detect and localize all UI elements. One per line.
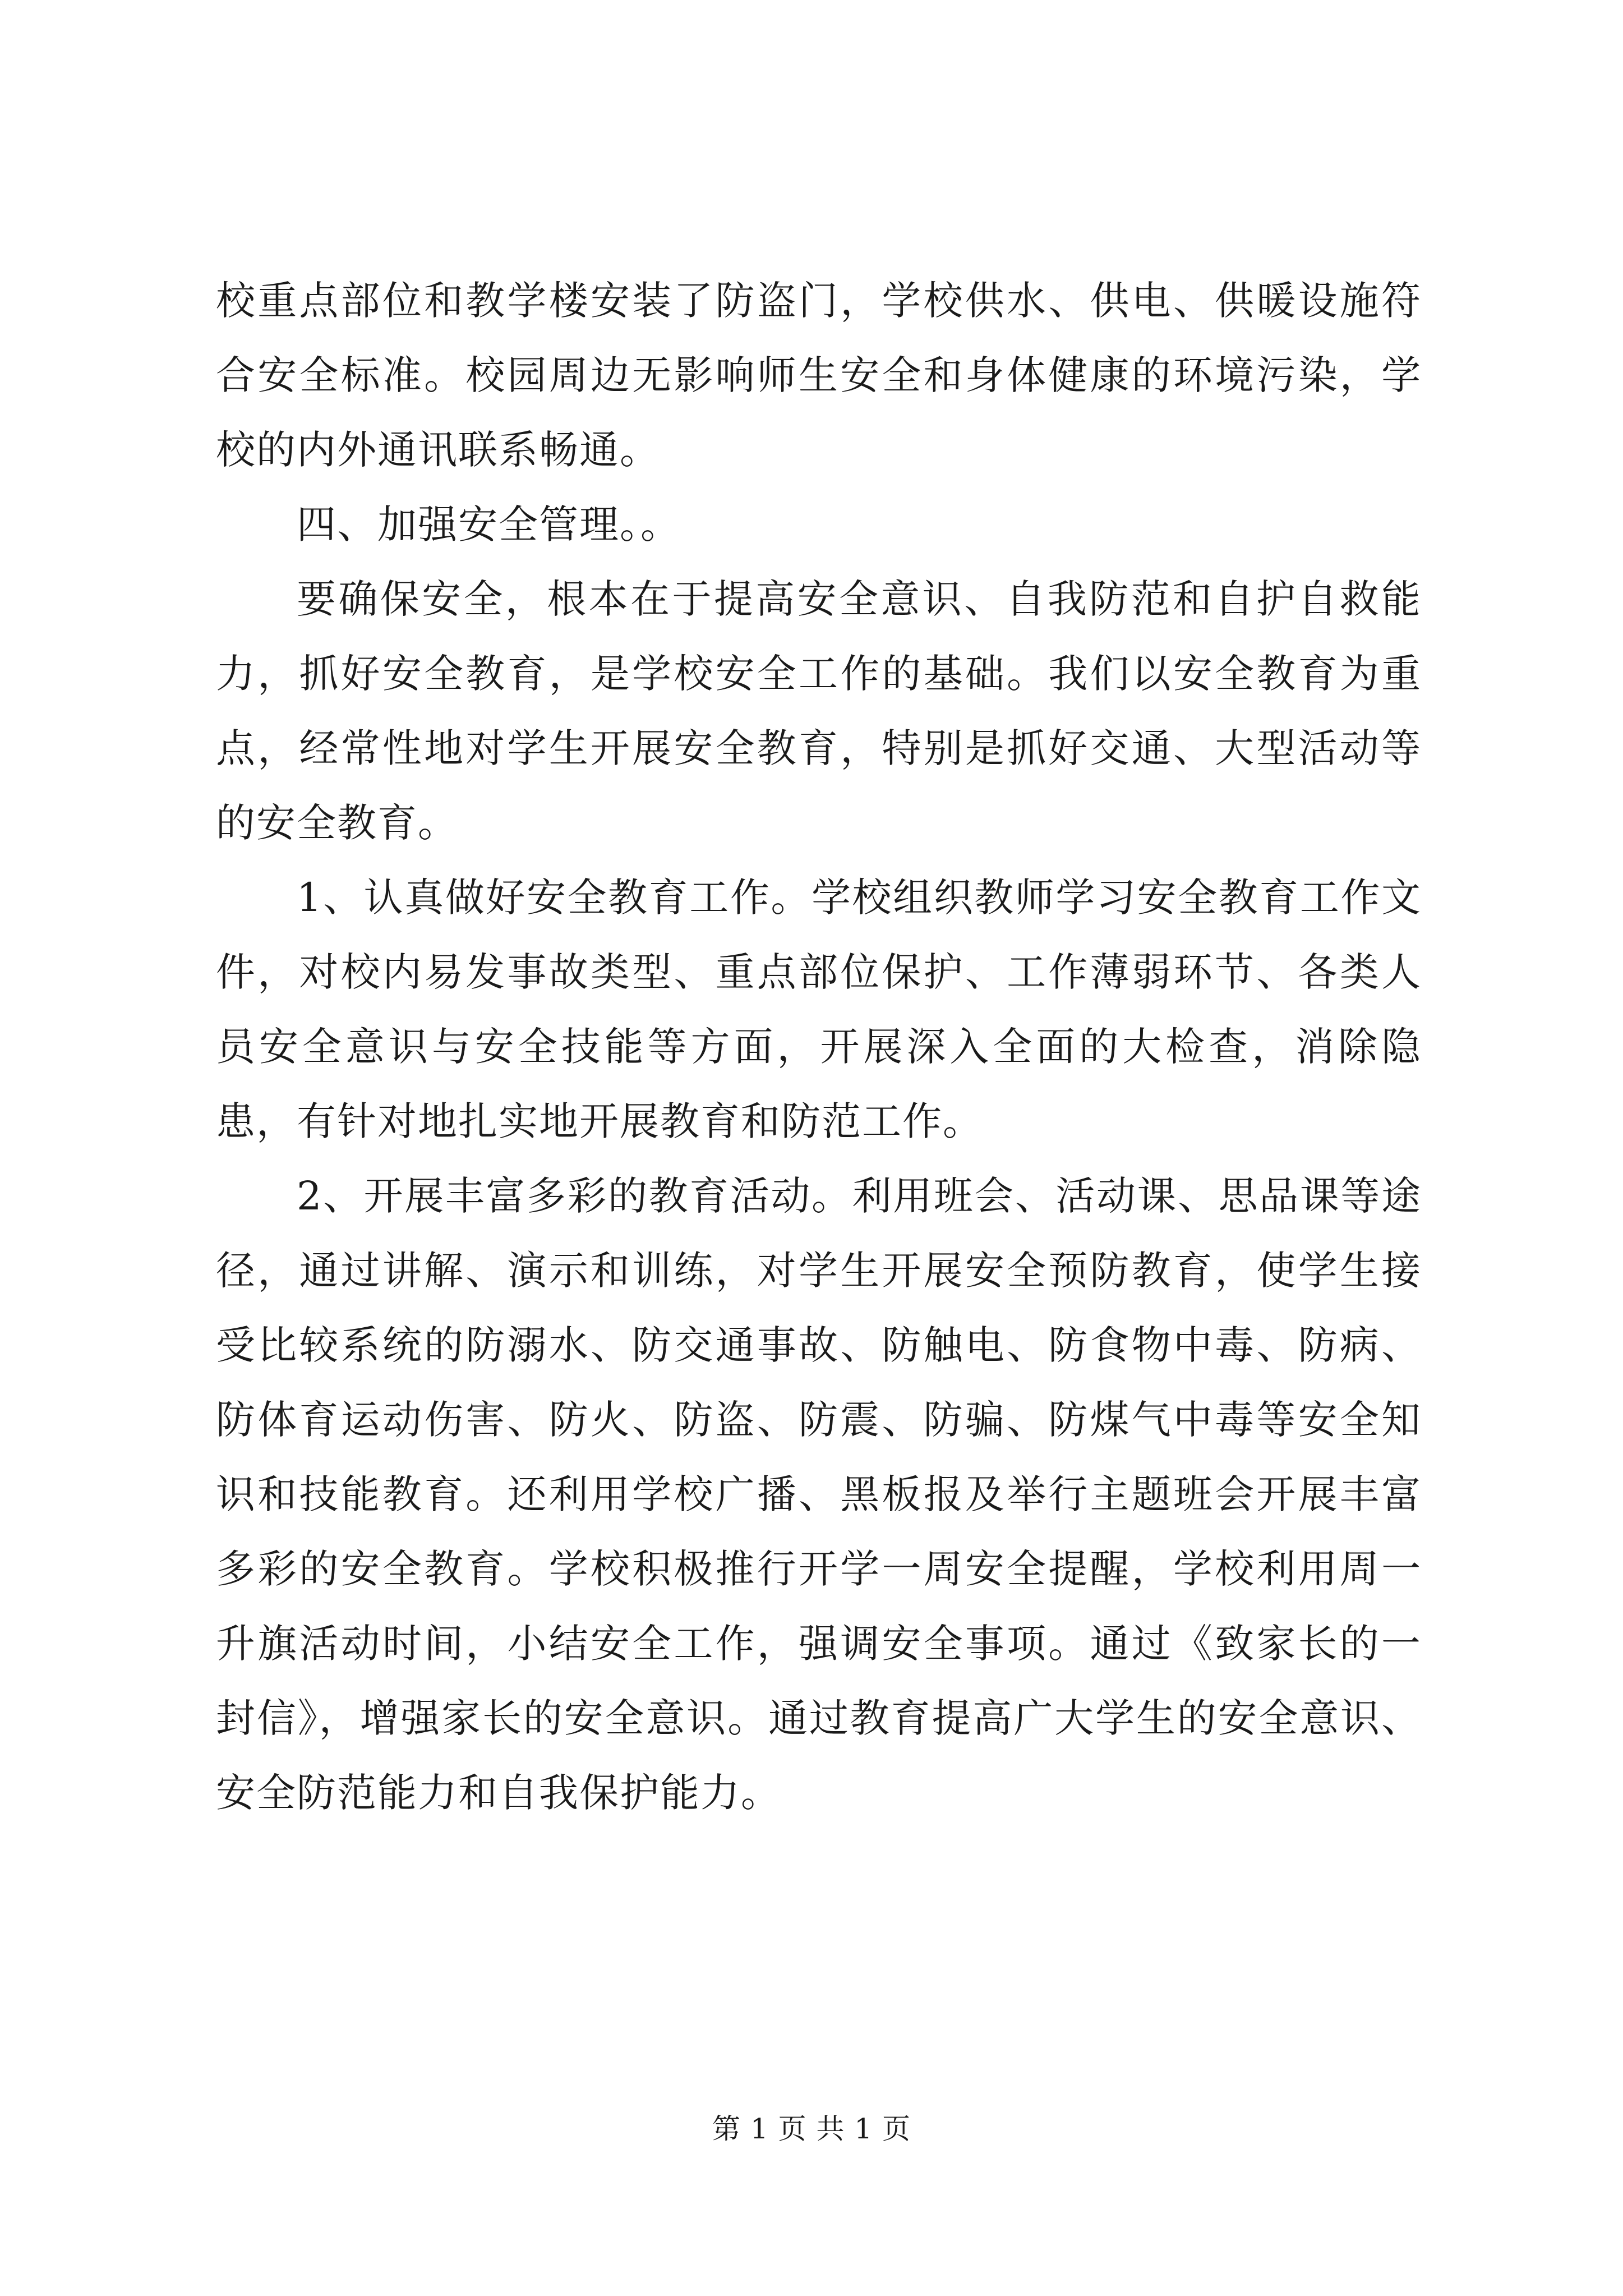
paragraph-1: 校重点部位和教学楼安装了防盗门，学校供水、供电、供暖设施符合安全标准。校园周边无影响师生安全和身体健康的环境污染，学校的内外通讯联系畅通。	[216, 278, 1422, 473]
page-footer: 第 1 页 共 1 页	[712, 2113, 911, 2145]
paragraph-3: 要确保安全，根本在于提高安全意识、自我防范和自护自救能力，抓好安全教育，是学校安全工作的基础。我们以安全教育为重点，经常性地对学生开展安全教育，特别是抓好交通、大型活动等的安全教育。	[216, 576, 1422, 846]
section-heading-4: 四、加强安全管理。。	[297, 501, 681, 547]
paragraph-5: 2、开展丰富多彩的教育活动。利用班会、活动课、思品课等途径，通过讲解、演示和训练，对学生开展安全预防教育，使学生接受比较系统的防溺水、防交通事故、防触电、防食物中毒、防病、防体育运动伤害、防火、防盗、防震、防骗、防煤气中毒等安全知识和技能教育。还利用学校广播、黑板报及举行主题班会开展丰富多彩的安全教育。学校积极推行开学一周安全提醒，学校利用周一升旗活动时间，小结安全工作，强调安全事项。通过《致家长的一封信》，增强家长的安全意识。通过教育提高广大学生的安全意识、安全防范能力和自我保护能力。	[216, 1173, 1422, 1816]
document-body	[216, 264, 1422, 1830]
paragraph-4: 1、认真做好安全教育工作。学校组织教师学习安全教育工作文件，对校内易发事故类型、重点部位保护、工作薄弱环节、各类人员安全意识与安全技能等方面，开展深入全面的大检查，消除隐患，有针对地扎实地开展教育和防范工作。	[216, 875, 1422, 1144]
